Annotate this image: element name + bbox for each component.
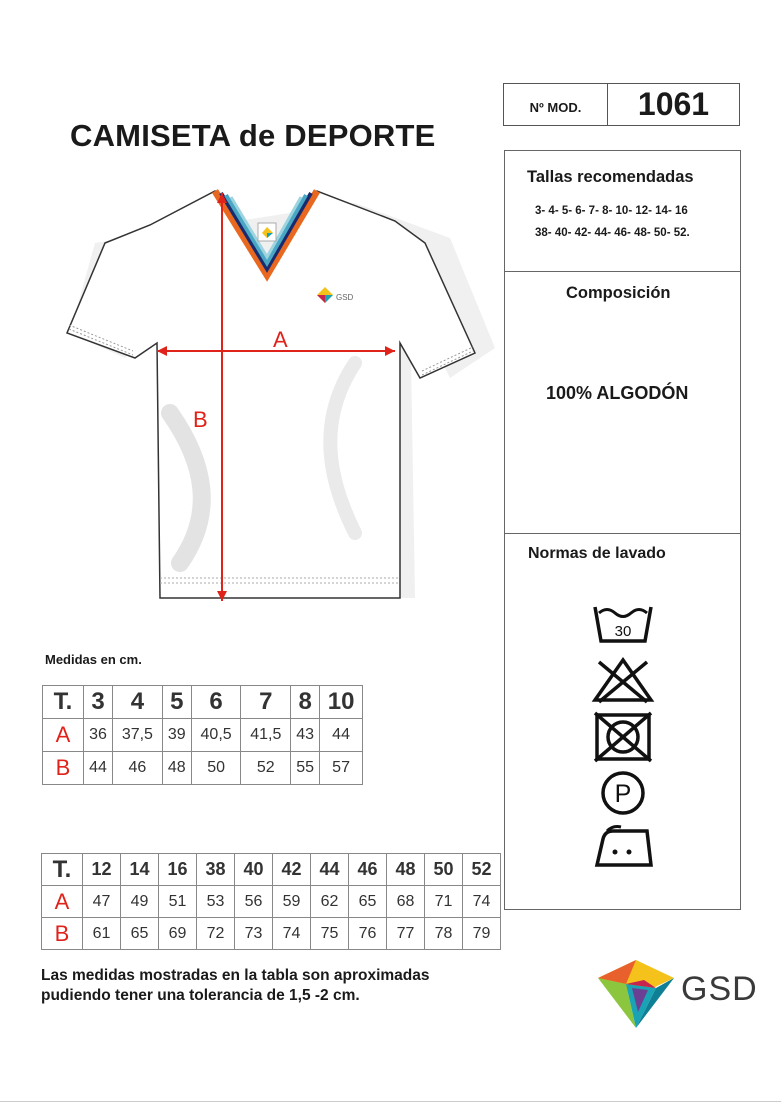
table-cell: 52 <box>241 752 291 785</box>
size-table-2 <box>41 853 501 950</box>
row-label-b: B <box>42 918 83 950</box>
table-cell: 62 <box>311 886 349 918</box>
care-symbols <box>591 603 657 873</box>
table-header-cell: 38 <box>197 854 235 886</box>
brand-name: GSD <box>681 970 758 1008</box>
info-panel <box>504 150 741 910</box>
table-header-cell: 42 <box>273 854 311 886</box>
table-header-cell: 7 <box>241 686 291 719</box>
table-header-cell: 8 <box>291 686 320 719</box>
table-cell: 44 <box>84 752 113 785</box>
table-row <box>43 719 363 752</box>
row-label-a: A <box>43 719 84 752</box>
table-cell: 78 <box>425 918 463 950</box>
table-cell: 36 <box>84 719 113 752</box>
table-cell: 48 <box>162 752 191 785</box>
table-cell: 72 <box>197 918 235 950</box>
table-header-row <box>43 686 363 719</box>
measures-unit-note: Medidas en cm. <box>45 652 142 667</box>
table-cell: 41,5 <box>241 719 291 752</box>
table-cell: 49 <box>121 886 159 918</box>
table-header-cell: 44 <box>311 854 349 886</box>
table-cell: 75 <box>311 918 349 950</box>
table-cell: 55 <box>291 752 320 785</box>
table-header-cell: 4 <box>113 686 163 719</box>
table-cell: 61 <box>83 918 121 950</box>
table-header-cell: 5 <box>162 686 191 719</box>
table-cell: 74 <box>273 918 311 950</box>
row-label-b: B <box>43 752 84 785</box>
washing-title: Normas de lavado <box>528 545 666 562</box>
svg-text:P: P <box>614 780 632 808</box>
size-table-1 <box>42 685 363 785</box>
chest-logo-text: GSD <box>336 293 354 302</box>
table-cell: 40,5 <box>191 719 241 752</box>
table-cell: 68 <box>387 886 425 918</box>
table-header-cell: T. <box>43 686 84 719</box>
table-header-cell: 52 <box>463 854 501 886</box>
table-cell: 77 <box>387 918 425 950</box>
table-cell: 46 <box>113 752 163 785</box>
table-cell: 79 <box>463 918 501 950</box>
no-tumble-dry-icon <box>595 713 651 761</box>
tshirt-illustration <box>55 183 495 608</box>
table-cell: 47 <box>83 886 121 918</box>
model-number: 1061 <box>637 86 710 122</box>
sizes-line-1: 3- 4- 5- 6- 7- 8- 10- 12- 14- 16 <box>535 205 688 217</box>
table-cell: 43 <box>291 719 320 752</box>
table-cell: 69 <box>159 918 197 950</box>
measure-a-label: A <box>273 327 288 352</box>
table-header-cell: 10 <box>320 686 363 719</box>
table-row <box>43 752 363 785</box>
table-header-cell: 50 <box>425 854 463 886</box>
table-cell: 37,5 <box>113 719 163 752</box>
washing-section <box>505 533 740 909</box>
page-bottom-rule <box>0 1101 781 1102</box>
table-row <box>42 886 501 918</box>
table-header-cell: 12 <box>83 854 121 886</box>
table-cell: 59 <box>273 886 311 918</box>
table-cell: 56 <box>235 886 273 918</box>
no-bleach-icon <box>595 660 651 702</box>
sizes-line-2: 38- 40- 42- 44- 46- 48- 50- 52. <box>535 227 690 239</box>
recommended-sizes-title: Tallas recomendadas <box>527 168 694 186</box>
iron-icon <box>597 827 651 866</box>
table-cell: 76 <box>349 918 387 950</box>
table-header-cell: 3 <box>84 686 113 719</box>
table-header-row <box>42 854 501 886</box>
table-cell: 71 <box>425 886 463 918</box>
measure-b-label: B <box>193 407 208 432</box>
dry-clean-p-icon <box>603 773 643 813</box>
table-header-cell: 6 <box>191 686 241 719</box>
table-header-cell: T. <box>42 854 83 886</box>
page-title: CAMISETA de DEPORTE <box>70 118 436 153</box>
wash-30-icon <box>595 607 651 641</box>
table-header-cell: 16 <box>159 854 197 886</box>
composition-section <box>505 271 740 534</box>
svg-text:30: 30 <box>614 623 632 640</box>
table-row <box>42 918 501 950</box>
model-label: Nº MOD. <box>504 84 608 125</box>
table-header-cell: 46 <box>349 854 387 886</box>
table-cell: 51 <box>159 886 197 918</box>
table-cell: 57 <box>320 752 363 785</box>
table-cell: 39 <box>162 719 191 752</box>
table-cell: 73 <box>235 918 273 950</box>
table-cell: 44 <box>320 719 363 752</box>
composition-value: 100% ALGODÓN <box>546 383 689 403</box>
table-cell: 65 <box>349 886 387 918</box>
table-cell: 53 <box>197 886 235 918</box>
gsd-logo-icon <box>596 956 676 1032</box>
composition-title: Composición <box>566 284 671 302</box>
row-label-a: A <box>42 886 83 918</box>
table-cell: 50 <box>191 752 241 785</box>
table-cell: 65 <box>121 918 159 950</box>
table-cell: 74 <box>463 886 501 918</box>
table-header-cell: 14 <box>121 854 159 886</box>
model-number-box <box>503 83 740 126</box>
table-header-cell: 48 <box>387 854 425 886</box>
tolerance-note: Las medidas mostradas en la tabla son aproximadas pudiendo tener una tolerancia de 1,5 -2 cm. <box>41 967 430 1004</box>
table-header-cell: 40 <box>235 854 273 886</box>
recommended-sizes-section <box>505 151 740 272</box>
